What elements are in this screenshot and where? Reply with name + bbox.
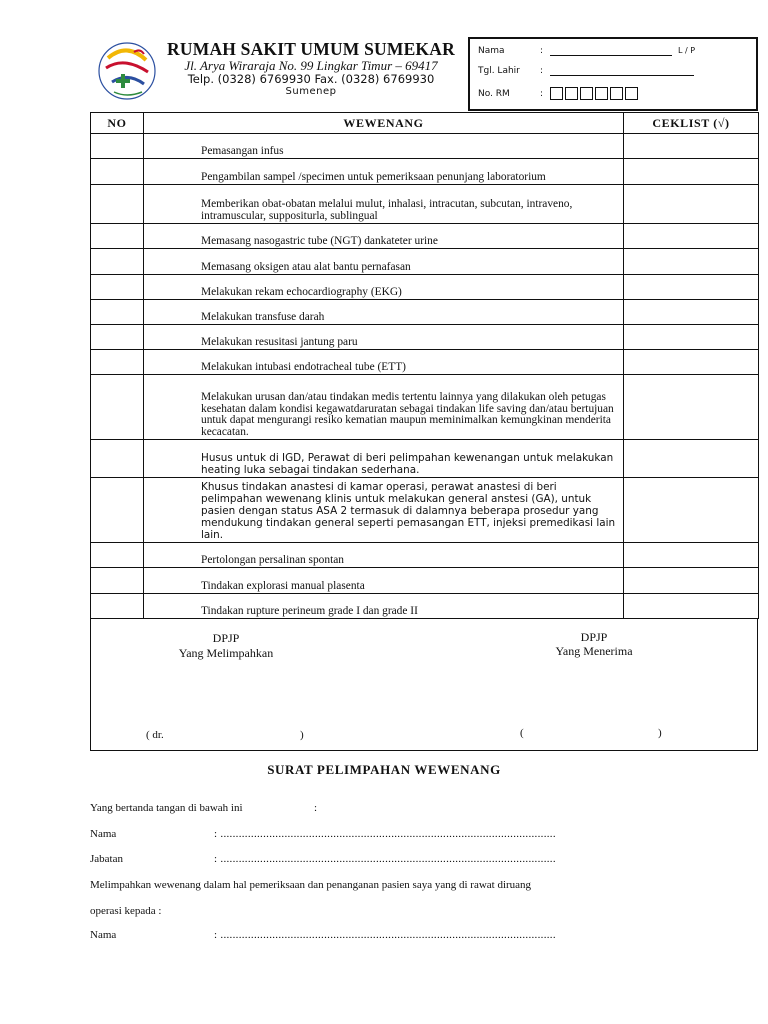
- authority-item: Melakukan transfuse darah: [144, 300, 624, 325]
- row-number-cell: [91, 300, 144, 325]
- letter-title: SURAT PELIMPAHAN WEWENANG: [267, 762, 501, 777]
- authority-item: Pemasangan infus: [144, 134, 624, 159]
- checklist-cell[interactable]: [624, 159, 759, 185]
- dob-field[interactable]: [550, 66, 694, 76]
- table-row: [91, 350, 759, 375]
- hospital-address: Jl. Arya Wiraraja No. 99 Lingkar Timur – 69417: [184, 58, 438, 73]
- authority-item: Melakukan intubasi endotracheal tube (ETT): [144, 350, 624, 375]
- rm-cell[interactable]: [550, 87, 563, 100]
- colon: :: [540, 89, 544, 99]
- sig-left-subtitle: Yang Melimpahkan: [178, 646, 274, 660]
- letter-name-label: Nama: [90, 828, 117, 840]
- checklist-cell[interactable]: [624, 300, 759, 325]
- letter-name-field[interactable]: : ..............................................................................................................: [214, 828, 556, 840]
- authority-item: Pengambilan sampel /specimen untuk pemeriksaan penunjang laboratorium: [144, 159, 624, 185]
- table-row: [91, 134, 759, 159]
- authority-item: Pertolongan persalinan spontan: [144, 543, 624, 568]
- dob-label: Tgl. Lahir: [478, 66, 520, 76]
- row-number-cell: [91, 350, 144, 375]
- authority-item: Khusus tindakan anastesi di kamar operasi, perawat anastesi di beri pelimpahan wewenang klinis untuk melakukan general anstesi (GA), untuk pasien dengan status ASA 2 termasuk di dalamnya beberapa prosedur yang mendukung tindakan general seperti pemasangan ETT, injeksi premedikasi lain lain.: [144, 478, 624, 543]
- column-checklist-header: CEKLIST (√): [624, 113, 759, 134]
- checklist-cell[interactable]: [624, 375, 759, 440]
- row-number-cell: [91, 249, 144, 275]
- hospital-logo-icon: [94, 38, 160, 104]
- rm-cell[interactable]: [565, 87, 578, 100]
- authority-item: Tindakan explorasi manual plasenta: [144, 568, 624, 594]
- patient-identity-box: [468, 37, 758, 111]
- authority-item: Husus untuk di IGD, Perawat di beri pelimpahan kewenangan untuk melakukan heating luka sebagai tindakan sederhana.: [144, 440, 624, 478]
- authority-item: Memasang nasogastric tube (NGT) dankateter urine: [144, 224, 624, 249]
- letter-name2-field[interactable]: : ..............................................................................................................: [214, 929, 556, 941]
- patient-name-row: [478, 46, 748, 58]
- table-row: [91, 594, 759, 619]
- colon: :: [540, 46, 544, 56]
- letter-statement-line1: Melimpahkan wewenang dalam hal pemeriksaan dan penanganan pasien saya yang di rawat diruang: [90, 879, 532, 891]
- checklist-cell[interactable]: [624, 440, 759, 478]
- checklist-cell[interactable]: [624, 134, 759, 159]
- checklist-cell[interactable]: [624, 543, 759, 568]
- patient-rm-row: [478, 89, 748, 103]
- row-number-cell: [91, 543, 144, 568]
- rm-number-cells[interactable]: [550, 87, 640, 100]
- row-number-cell: [91, 440, 144, 478]
- checklist-cell[interactable]: [624, 224, 759, 249]
- row-number-cell: [91, 185, 144, 224]
- letter-position-field[interactable]: : ..............................................................................................................: [214, 853, 556, 865]
- table-row: [91, 249, 759, 275]
- table-row: [91, 375, 759, 440]
- table-row: [91, 159, 759, 185]
- table-row: [91, 543, 759, 568]
- row-number-cell: [91, 478, 144, 543]
- table-row: [91, 478, 759, 543]
- checklist-cell[interactable]: [624, 568, 759, 594]
- checklist-cell[interactable]: [624, 275, 759, 300]
- rm-label: No. RM: [478, 89, 510, 99]
- checklist-cell[interactable]: [624, 325, 759, 350]
- checklist-cell[interactable]: [624, 249, 759, 275]
- patient-name-label: Nama: [478, 46, 505, 56]
- sig-right-close: ): [658, 727, 662, 739]
- sig-left-close: ): [300, 729, 304, 741]
- authority-item: Melakukan rekam echocardiography (EKG): [144, 275, 624, 300]
- row-number-cell: [91, 594, 144, 619]
- table-row: [91, 325, 759, 350]
- sex-label: L / P: [678, 46, 696, 55]
- rm-cell[interactable]: [610, 87, 623, 100]
- patient-name-field[interactable]: [550, 46, 672, 56]
- authority-item: Tindakan rupture perineum grade I dan grade II: [144, 594, 624, 619]
- row-number-cell: [91, 224, 144, 249]
- sig-right-subtitle: Yang Menerima: [555, 644, 633, 658]
- sig-left-title: DPJP: [212, 631, 240, 645]
- table-row: [91, 275, 759, 300]
- letter-statement-line2: operasi kepada :: [90, 905, 162, 917]
- rm-cell[interactable]: [625, 87, 638, 100]
- rm-cell[interactable]: [580, 87, 593, 100]
- table-row: [91, 224, 759, 249]
- letter-position-label: Jabatan: [90, 853, 123, 865]
- colon: :: [540, 66, 544, 76]
- checklist-cell[interactable]: [624, 594, 759, 619]
- letter-intro-colon: :: [314, 802, 318, 814]
- table-header-row: [91, 113, 759, 134]
- hospital-city: Sumenep: [285, 86, 337, 97]
- authority-item: Memasang oksigen atau alat bantu pernafasan: [144, 249, 624, 275]
- sig-left-open: ( dr.: [146, 729, 164, 741]
- table-row: [91, 440, 759, 478]
- table-row: [91, 300, 759, 325]
- column-authority-header: WEWENANG: [144, 113, 624, 134]
- row-number-cell: [91, 275, 144, 300]
- letter-intro: Yang bertanda tangan di bawah ini: [90, 802, 243, 814]
- table-row: [91, 568, 759, 594]
- row-number-cell: [91, 159, 144, 185]
- column-no-header: NO: [91, 113, 144, 134]
- row-number-cell: [91, 375, 144, 440]
- hospital-phone: Telp. (0328) 6769930 Fax. (0328) 6769930: [187, 72, 435, 86]
- authority-item: Memberikan obat-obatan melalui mulut, inhalasi, intracutan, subcutan, intraveno, intramuscular, suppositurla, sublingual: [144, 185, 624, 224]
- patient-dob-row: [478, 66, 748, 78]
- row-number-cell: [91, 325, 144, 350]
- sig-right-open: (: [520, 727, 524, 739]
- authority-table: [90, 112, 759, 619]
- authority-item: Melakukan resusitasi jantung paru: [144, 325, 624, 350]
- letter-name2-label: Nama: [90, 929, 117, 941]
- table-row: [91, 185, 759, 224]
- sig-right-title: DPJP: [580, 630, 608, 644]
- checklist-cell[interactable]: [624, 350, 759, 375]
- checklist-cell[interactable]: [624, 185, 759, 224]
- hospital-name: RUMAH SAKIT UMUM SUMEKAR: [167, 39, 455, 59]
- checklist-cell[interactable]: [624, 478, 759, 543]
- rm-cell[interactable]: [595, 87, 608, 100]
- row-number-cell: [91, 568, 144, 594]
- authority-item: Melakukan urusan dan/atau tindakan medis tertentu lainnya yang dilakukan oleh petugas kesehatan dalam kondisi kegawatdaruratan sebagai tindakan life saving dan/atau bertujuan untuk dapat mengurangi resiko kematian maupun meminimalkan kemungkinan menderita kecacatan.: [144, 375, 624, 440]
- row-number-cell: [91, 134, 144, 159]
